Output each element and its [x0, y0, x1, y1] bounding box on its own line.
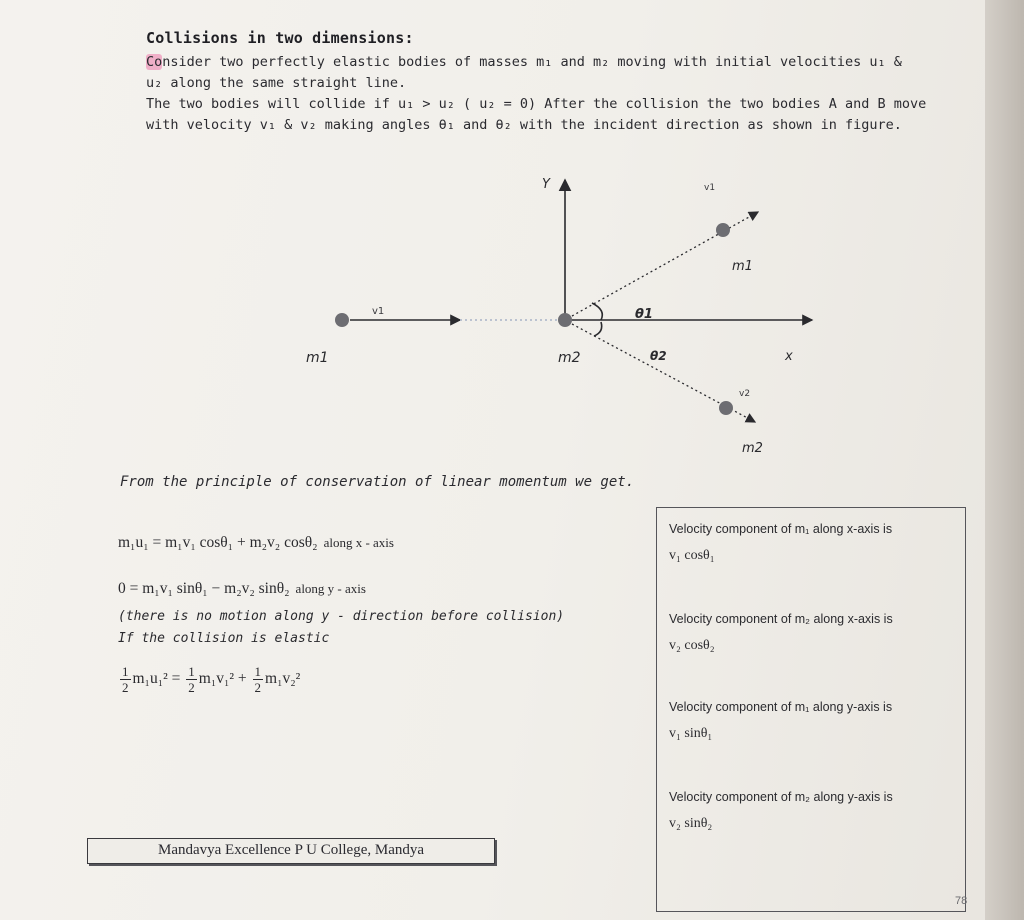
- component-m1-x: [669, 522, 892, 564]
- highlight-mark: Co: [146, 54, 163, 70]
- collision-diagram: [280, 170, 840, 470]
- v1-after-label: v1: [704, 183, 716, 193]
- m1-scatter-path: [572, 212, 758, 316]
- ball-m2-initial: [558, 313, 572, 327]
- component-m2-y: [669, 790, 893, 832]
- y-momentum-tail: along y - axis: [295, 581, 366, 596]
- x-momentum-equation: [118, 530, 638, 556]
- frac-den: 2: [122, 680, 129, 695]
- plus-sign: +: [237, 670, 247, 688]
- x-momentum-tail: along x - axis: [323, 535, 394, 550]
- intro-line-3: The two bodies will collide if u₁ > u₂ ( u₂ = 0) After the collision the two bodies A and B move: [146, 96, 927, 112]
- y-momentum-expr: 0 = m₁v₁ sinθ₁ − m₂v₂ sinθ₂: [118, 580, 290, 597]
- component-m1-y: [669, 700, 892, 742]
- frac-num: 1: [122, 664, 129, 679]
- m1-after-label: m1: [732, 259, 753, 274]
- velocity-components-box: [656, 507, 966, 912]
- component-expr: v₂ sinθ₂: [669, 816, 713, 831]
- theta2-arc: [594, 322, 602, 336]
- college-footer: Mandavya Excellence P U College, Mandya: [87, 838, 495, 864]
- component-label: Velocity component of m₂ along x-axis is: [669, 612, 893, 626]
- intro-paragraph: [146, 52, 966, 136]
- no-motion-note: (there is no motion along y - direction before collision): [118, 609, 565, 624]
- frac-den: 2: [254, 680, 262, 695]
- m2-after-label: m2: [742, 441, 763, 456]
- m2-initial-label: m2: [558, 350, 581, 366]
- component-expr: v₂ cosθ₂: [669, 638, 715, 653]
- component-expr: v₁ sinθ₁: [669, 726, 713, 741]
- ball-m1-after: [716, 223, 730, 237]
- half-fraction-1: [120, 664, 131, 695]
- v1-incident-label: v1: [372, 306, 385, 317]
- page-edge: [985, 0, 1024, 920]
- half-fraction-2: [186, 664, 197, 695]
- theta1-label: θ1: [635, 307, 653, 322]
- theta2-label: θ2: [650, 349, 667, 363]
- component-label: Velocity component of m₁ along x-axis is: [669, 522, 893, 536]
- frac-den: 2: [188, 680, 195, 695]
- collision-diagram-svg: [280, 170, 840, 470]
- equals-sign: =: [171, 670, 181, 688]
- intro-line-2: u₂ along the same straight line.: [146, 75, 407, 91]
- m1-initial-label: m1: [306, 350, 329, 366]
- intro-line-4: with velocity v₁ & v₂ making angles θ₁ and θ₂ with the incident direction as shown in figure.: [146, 117, 902, 133]
- y-axis-label: Y: [542, 177, 550, 192]
- v2-after-label: v2: [739, 389, 751, 399]
- energy-term-2: m₁v₁²: [198, 670, 235, 688]
- page-number: 78: [955, 895, 968, 907]
- intro-line-1-text: nsider two perfectly elastic bodies of masses m₁ and m₂ moving with initial velocities u₁ &: [162, 54, 902, 70]
- frac-num: 1: [254, 664, 262, 679]
- half-fraction-3: [253, 664, 264, 695]
- equations-block: [118, 530, 638, 710]
- energy-equation: [118, 664, 638, 695]
- x-momentum-expr: m₁u₁ = m₁v₁ cosθ₁ + m₂v₂ cosθ₂: [118, 534, 318, 551]
- momentum-intro-line: From the principle of conservation of linear momentum we get.: [120, 474, 635, 490]
- ball-m1-initial: [335, 313, 349, 327]
- ball-m2-after: [719, 401, 733, 415]
- component-label: Velocity component of m₁ along y-axis is: [669, 700, 893, 714]
- component-label: Velocity component of m₂ along y-axis is: [669, 790, 893, 804]
- x-axis-label: x: [785, 349, 793, 364]
- y-momentum-equation: [118, 576, 638, 602]
- section-title: Collisions in two dimensions:: [146, 29, 414, 47]
- energy-term-1: m₁u₁²: [132, 670, 168, 688]
- intro-line-1: [146, 52, 966, 73]
- component-expr: v₁ cosθ₁: [669, 548, 715, 563]
- theta1-arc: [592, 303, 602, 320]
- energy-term-3: m₁v₂²: [265, 670, 301, 688]
- elastic-condition: If the collision is elastic: [118, 631, 330, 646]
- frac-num: 1: [188, 664, 195, 679]
- component-m2-x: [669, 612, 893, 654]
